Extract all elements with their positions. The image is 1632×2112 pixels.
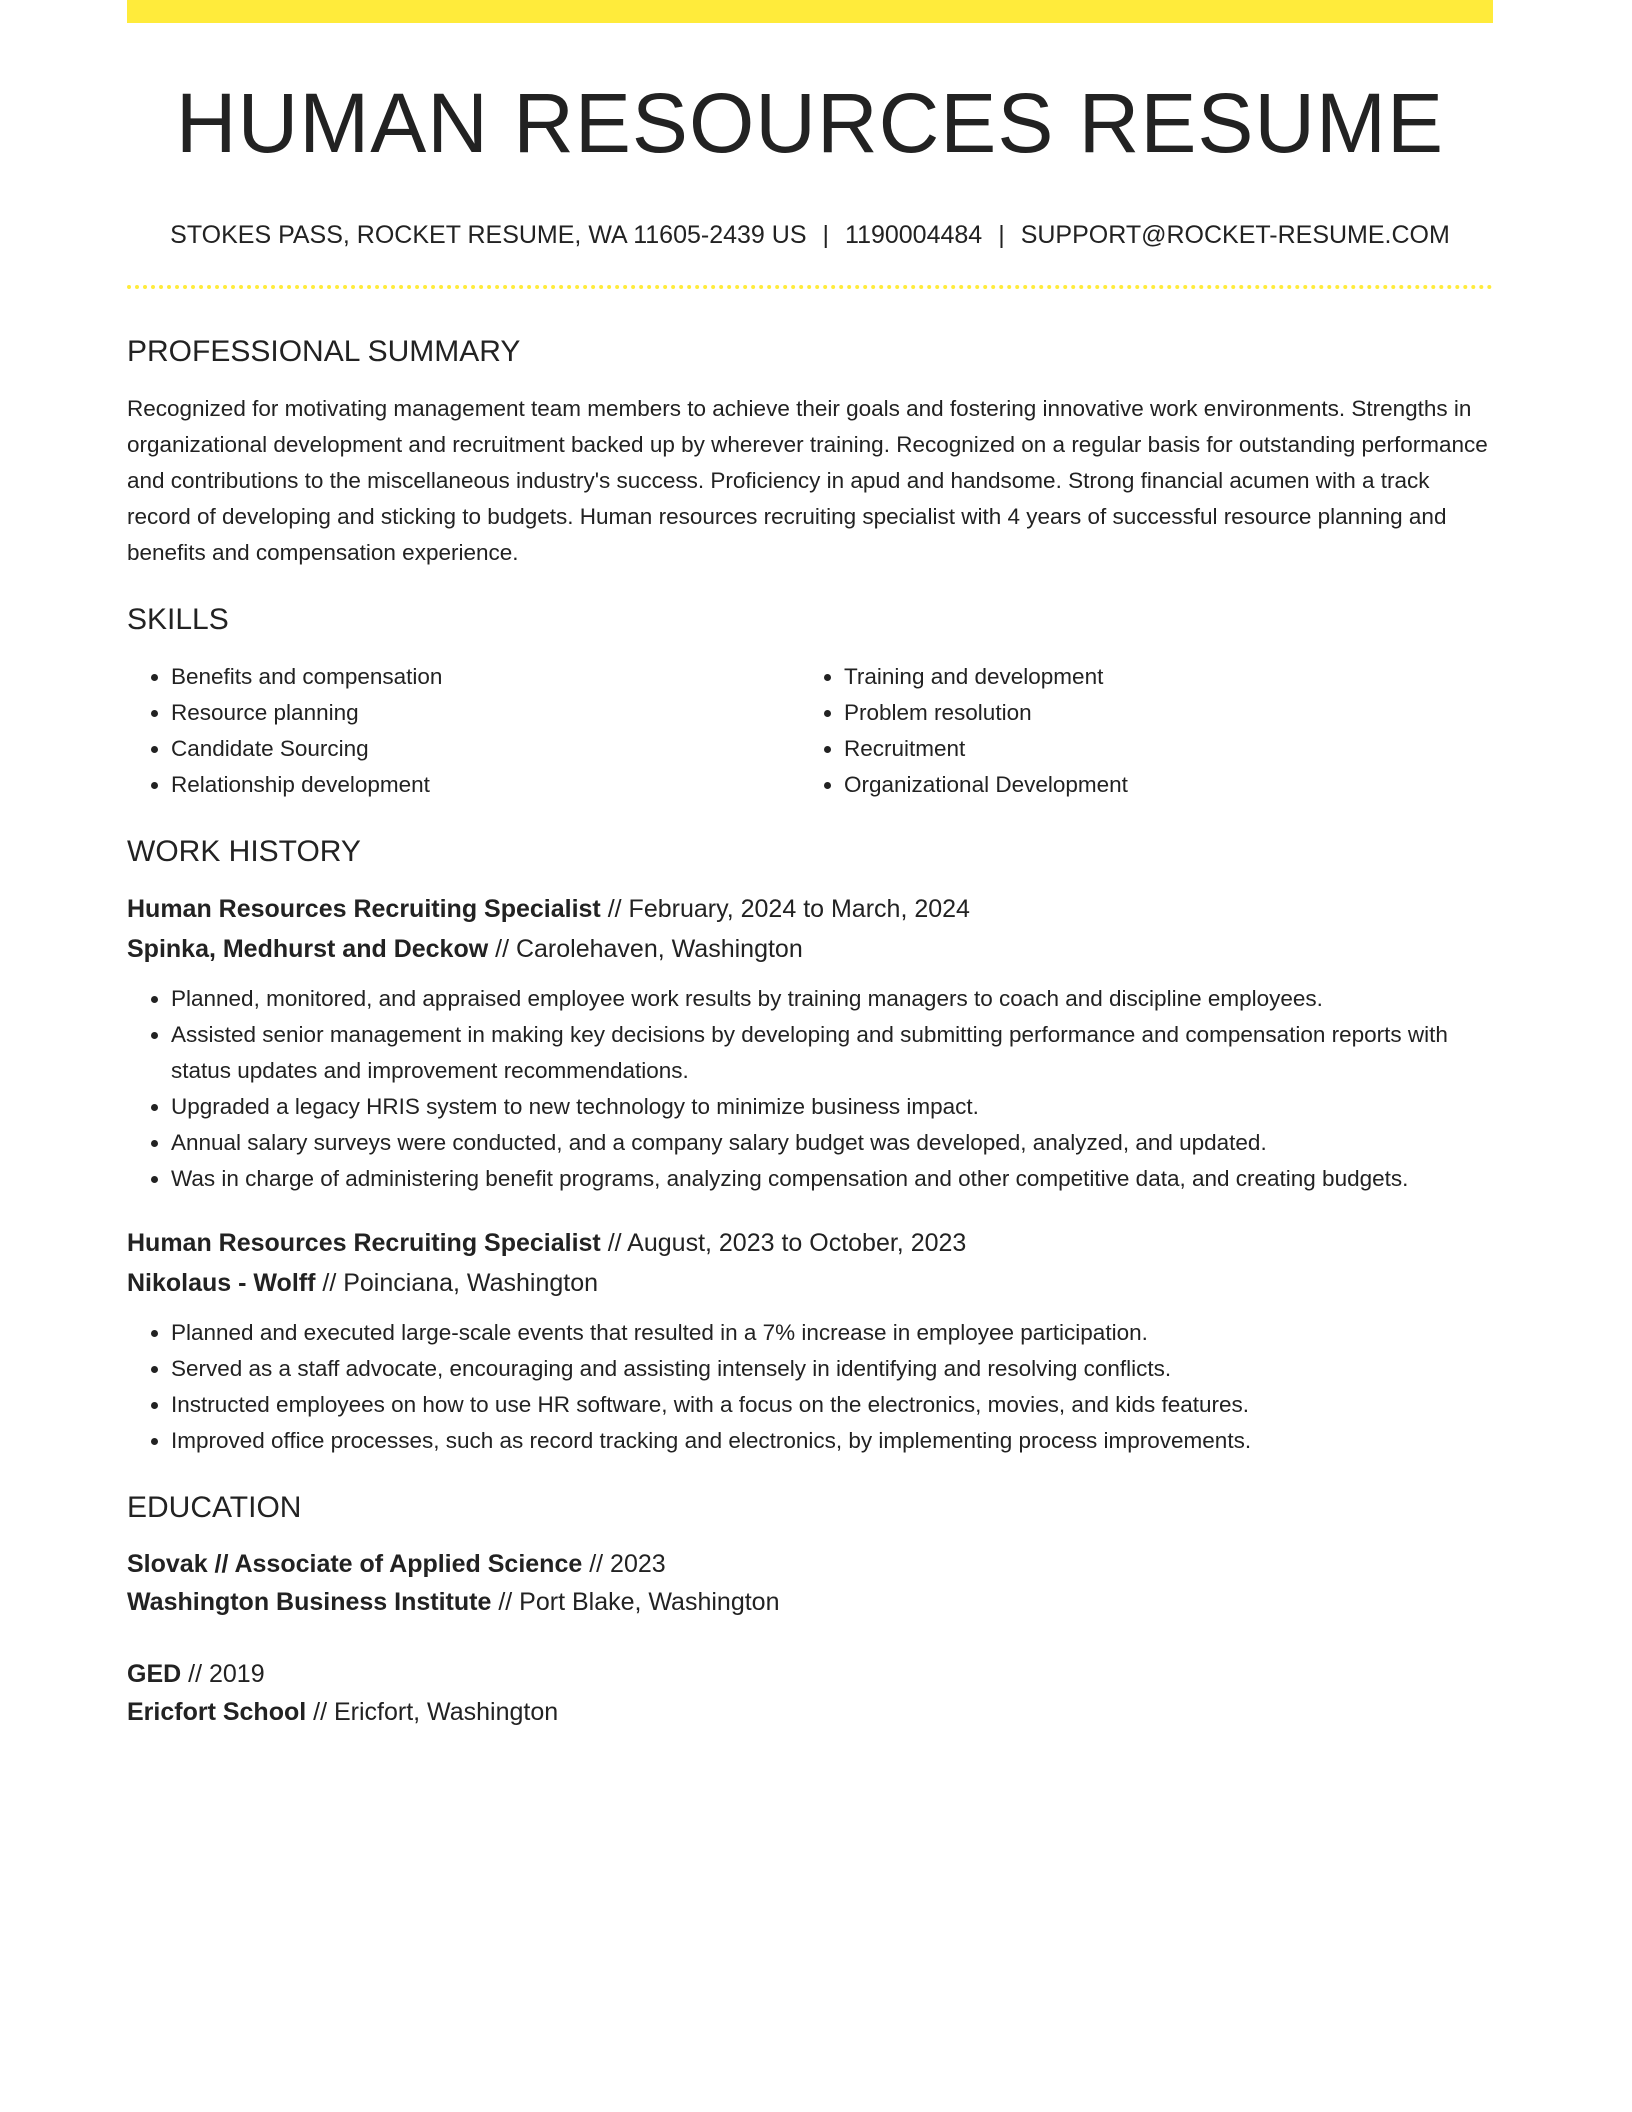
job-company: Spinka, Medhurst and Deckow (127, 935, 489, 963)
education-entry (127, 1545, 1493, 1621)
job-bullet: • Assisted senior management in making key decisions by developing and submitting performance and compensation reports with status updates and improvement recommendations. (171, 1017, 1493, 1089)
education-degree-line (127, 1545, 1493, 1583)
job-title: Human Resources Recruiting Specialist (127, 895, 601, 923)
summary-text: Recognized for motivating management team members to achieve their goals and fostering innovative work environments. Strengths in organizational development and recruitment backed up by wherever training. Recognized on a regular basis for outstanding performance and contributions to the miscellaneous industry's success. Proficiency in apud and handsome. Strong financial acumen with a track record of developing and sticking to budgets. Human resources recruiting specialist with 4 years of successful resource planning and benefits and compensation experience. (127, 396, 1488, 565)
contact-separator: | (822, 221, 830, 249)
job-entry (127, 1223, 1493, 1459)
job-bullet: • Improved office processes, such as record tracking and electronics, by implementing process improvements. (171, 1423, 1493, 1459)
job-bullet: • Planned and executed large-scale events that resulted in a 7% increase in employee participation. (171, 1315, 1493, 1351)
job-bullet: • Served as a staff advocate, encouraging and assisting intensely in identifying and resolving conflicts. (171, 1351, 1493, 1387)
work-history-heading: WORK HISTORY (127, 835, 361, 868)
job-dates: // August, 2023 to October, 2023 (607, 1229, 967, 1257)
skill-item: • Problem resolution (844, 695, 1473, 731)
contact-phone: 1190004484 (845, 221, 983, 249)
job-title-line (127, 1223, 1493, 1263)
contact-address: STOKES PASS, ROCKET RESUME, WA 11605-2439 US (170, 221, 807, 249)
accent-top-bar (127, 0, 1493, 23)
job-entry (127, 889, 1493, 1197)
education-year: // 2023 (589, 1550, 666, 1578)
job-bullet: • Planned, monitored, and appraised employee work results by training managers to coach and discipline employees. (171, 981, 1493, 1017)
skills-list (127, 659, 1493, 803)
education-location: // Ericfort, Washington (313, 1698, 559, 1726)
job-title-line (127, 889, 1493, 929)
contact-separator: | (998, 221, 1005, 249)
job-bullet: • Upgraded a legacy HRIS system to new technology to minimize business impact. (171, 1089, 1493, 1125)
education-school-line (127, 1583, 1493, 1621)
job-bullets (127, 1315, 1493, 1459)
education-school-line (127, 1693, 1493, 1731)
skill-item: • Relationship development (171, 767, 800, 803)
education-degree: Slovak // Associate of Applied Science (127, 1550, 583, 1578)
skills-heading: SKILLS (127, 603, 229, 636)
resume-title: HUMAN RESOURCES RESUME (175, 76, 1445, 170)
contact-line (127, 223, 1493, 248)
skills-column-left (127, 659, 800, 803)
job-bullet: • Instructed employees on how to use HR software, with a focus on the electronics, movies, and kids features. (171, 1387, 1493, 1423)
education-school: Washington Business Institute (127, 1588, 492, 1616)
skills-column-right (800, 659, 1473, 803)
job-bullet: • Annual salary surveys were conducted, and a company salary budget was developed, analyzed, and updated. (171, 1125, 1493, 1161)
education-heading: EDUCATION (127, 1491, 302, 1524)
education-degree-line (127, 1655, 1493, 1693)
education-school: Ericfort School (127, 1698, 307, 1726)
job-bullet: • Was in charge of administering benefit programs, analyzing compensation and other competitive data, and creating budgets. (171, 1161, 1493, 1197)
job-location: // Carolehaven, Washington (495, 935, 803, 963)
resume-page (127, 0, 1493, 1731)
education-location: // Port Blake, Washington (498, 1588, 780, 1616)
summary-heading: PROFESSIONAL SUMMARY (127, 335, 521, 368)
job-company: Nikolaus - Wolff (127, 1269, 316, 1297)
job-company-line (127, 1263, 1493, 1303)
skill-item: • Organizational Development (844, 767, 1473, 803)
job-company-line (127, 929, 1493, 969)
job-bullets (127, 981, 1493, 1197)
dotted-divider (127, 285, 1493, 289)
job-location: // Poinciana, Washington (322, 1269, 599, 1297)
skill-item: • Recruitment (844, 731, 1473, 767)
education-entry (127, 1655, 1493, 1731)
skill-item: • Benefits and compensation (171, 659, 800, 695)
education-degree: GED (127, 1660, 182, 1688)
skill-item: • Candidate Sourcing (171, 731, 800, 767)
contact-email: SUPPORT@ROCKET-RESUME.COM (1020, 221, 1450, 249)
job-title: Human Resources Recruiting Specialist (127, 1229, 601, 1257)
skill-item: • Resource planning (171, 695, 800, 731)
education-year: // 2019 (188, 1660, 265, 1688)
job-dates: // February, 2024 to March, 2024 (607, 895, 970, 923)
skill-item: • Training and development (844, 659, 1473, 695)
